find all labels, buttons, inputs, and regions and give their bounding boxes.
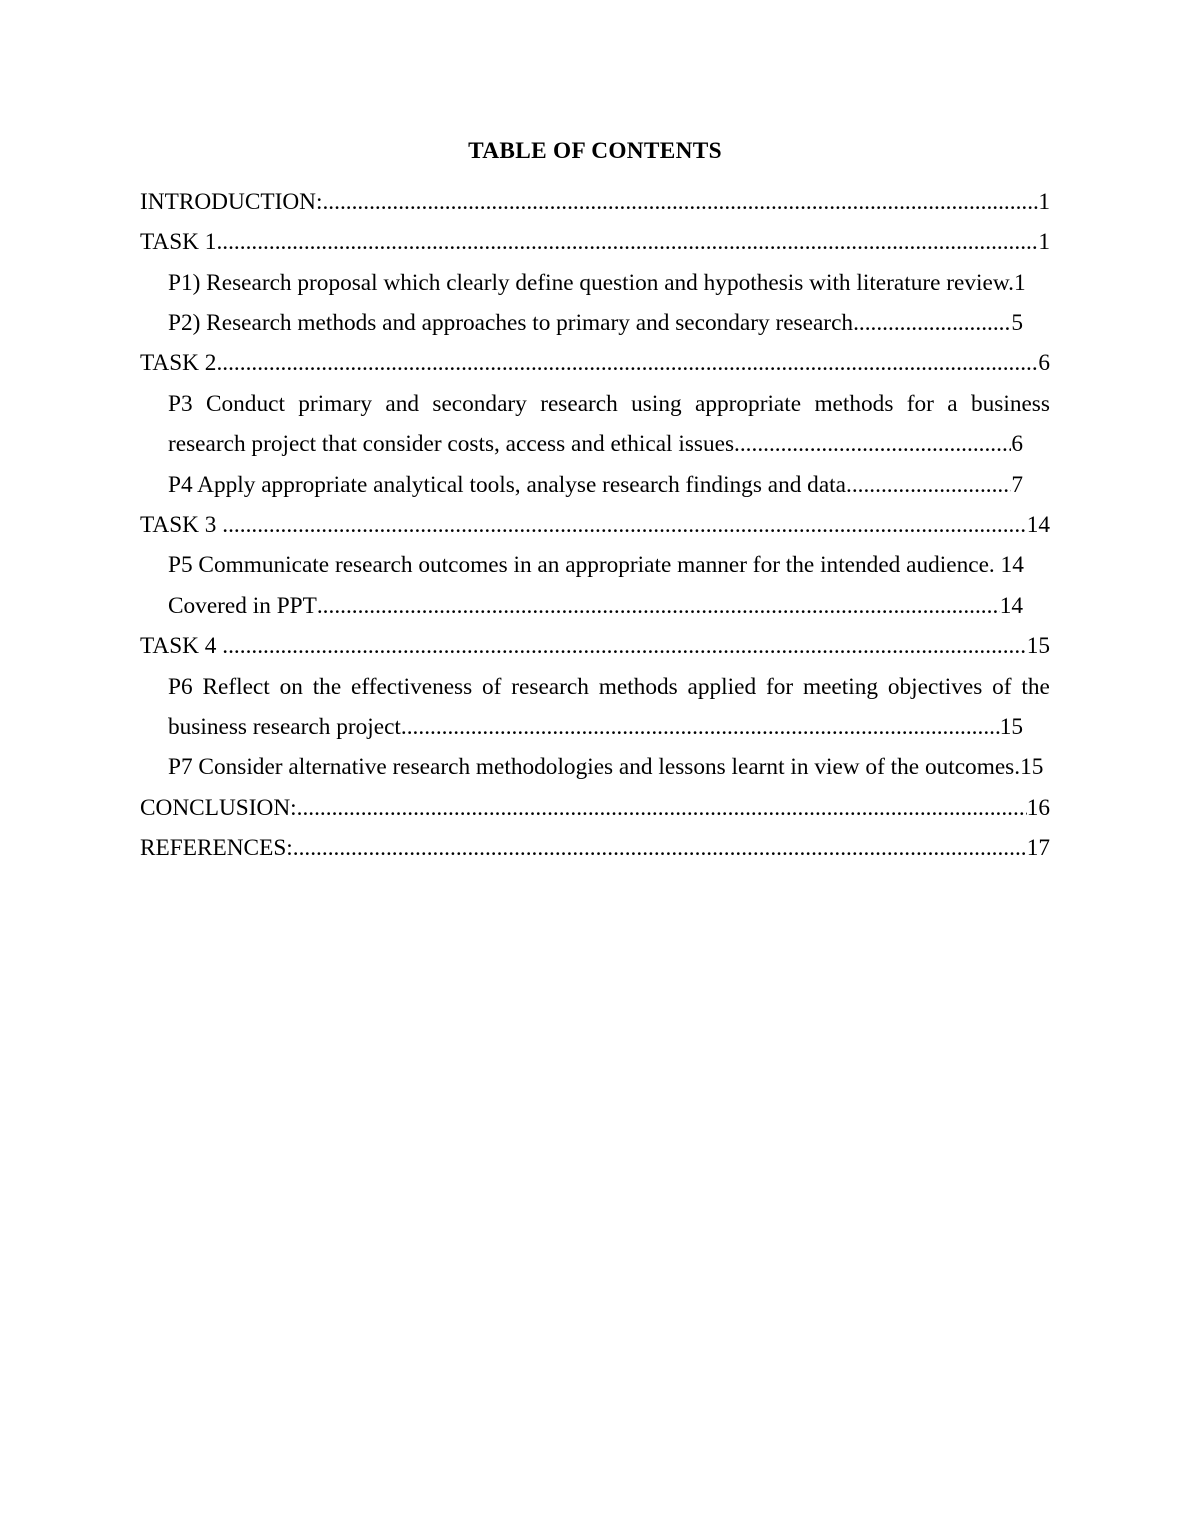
toc-entry-text-word: objectives: [887, 673, 983, 700]
toc-page-number: 14: [1026, 512, 1050, 539]
dot-leader: [734, 424, 1011, 464]
toc-entry-text-word: the: [312, 673, 342, 700]
toc-line: [168, 667, 1050, 707]
toc-entry-text-word: for: [906, 390, 934, 417]
toc-entry-text-word: a: [947, 390, 958, 417]
toc-page-number: 1: [1038, 229, 1050, 256]
dot-leader: [401, 707, 1000, 747]
toc-entry-text: CONCLUSION:: [140, 794, 297, 821]
toc-entry-text-word: of: [992, 673, 1012, 700]
page-title: TABLE OF CONTENTS: [468, 138, 722, 164]
toc-page-number: 5: [1011, 310, 1023, 337]
dot-leader: [222, 505, 1026, 545]
toc-entry-text: P2) Research methods and approaches to primary and secondary research: [168, 310, 854, 337]
dot-leader: [222, 626, 1026, 666]
toc-entry-text-word: P3: [168, 390, 193, 417]
dot-leader: [293, 828, 1027, 868]
toc-entry-text-word: Conduct: [205, 390, 285, 417]
dot-leader: [846, 465, 1011, 505]
dot-leader: [853, 303, 1011, 343]
toc-page-number: 16: [1026, 794, 1050, 821]
toc-entry-text: REFERENCES:: [140, 835, 293, 862]
toc-line: [140, 343, 1050, 383]
toc-line: [140, 222, 1050, 262]
toc-entry-text: TASK 2: [140, 350, 217, 377]
toc-line: [168, 586, 1023, 626]
toc-entry-text: INTRODUCTION:: [140, 188, 323, 215]
toc-line: [168, 465, 1023, 505]
toc-line: [168, 303, 1023, 343]
toc-entry-text: business research project: [168, 713, 401, 740]
toc-entry-text-word: of: [482, 673, 502, 700]
toc-page-number: 6: [1038, 350, 1050, 377]
toc-line: [140, 182, 1050, 222]
dot-leader: [216, 343, 1038, 383]
toc-entry-text: P1) Research proposal which clearly define question and hypothesis with literature review.: [168, 269, 1014, 296]
toc-entry-text: TASK 1: [140, 229, 217, 256]
dot-leader: [297, 788, 1027, 828]
toc-entry-text-word: and: [385, 390, 420, 417]
toc-entry-text-word: primary: [298, 390, 373, 417]
toc-entry-text-word: methods: [814, 390, 894, 417]
toc-entry-text-word: on: [279, 673, 303, 700]
toc-page-number: 14: [999, 592, 1023, 619]
table-of-contents: [140, 182, 1050, 869]
toc-page-number: 15: [999, 713, 1023, 740]
toc-page-number: 15: [1026, 633, 1050, 660]
toc-entry-text-word: appropriate: [695, 390, 802, 417]
toc-entry-text-word: research: [511, 673, 589, 700]
toc-entry-text-word: using: [631, 390, 682, 417]
toc-line: [168, 384, 1050, 424]
toc-entry-text-word: meeting: [802, 673, 879, 700]
toc-entry-text: research project that consider costs, access and ethical issues: [168, 431, 735, 458]
toc-line: [140, 828, 1050, 868]
toc-entry-text: P7 Consider alternative research methodologies and lessons learnt in view of the outcomes.: [168, 754, 1021, 781]
toc-line: [140, 626, 1050, 666]
toc-entry-text-word: for: [765, 673, 794, 700]
toc-page-number: 1: [1038, 188, 1050, 215]
dot-leader: [216, 222, 1038, 262]
toc-entry-text-word: P6: [168, 673, 193, 700]
toc-entry-text-word: research: [540, 390, 618, 417]
toc-page-number: 17: [1026, 835, 1050, 862]
toc-entry-text-word: secondary: [432, 390, 527, 417]
toc-entry-text-word: business: [970, 390, 1050, 417]
toc-line: [168, 263, 1050, 303]
toc-entry-text-word: methods: [598, 673, 678, 700]
toc-line: [168, 424, 1023, 464]
toc-line: [168, 707, 1023, 747]
toc-entry-text: Covered in PPT: [168, 592, 317, 619]
toc-line: [168, 545, 1050, 585]
toc-line: [140, 505, 1050, 545]
toc-line: [140, 788, 1050, 828]
toc-page-number: 15: [1020, 754, 1044, 781]
toc-entry-text: TASK 4: [140, 633, 223, 660]
toc-entry-text: P4 Apply appropriate analytical tools, analyse research findings and data: [168, 471, 846, 498]
toc-entry-text-word: the: [1021, 673, 1050, 700]
toc-entry-text-word: effectiveness: [351, 673, 473, 700]
toc-line: [168, 747, 1050, 787]
toc-page-number: 1: [1013, 269, 1026, 296]
toc-entry-text-word: applied: [687, 673, 757, 700]
toc-entry-text: P5 Communicate research outcomes in an appropriate manner for the intended audience.: [168, 552, 995, 579]
dot-leader: [317, 586, 1000, 626]
toc-entry-text-word: Reflect: [202, 673, 270, 700]
dot-leader: [322, 182, 1038, 222]
toc-entry-text: TASK 3: [140, 512, 223, 539]
toc-page-number: 7: [1011, 471, 1023, 498]
toc-page-number: 14: [994, 552, 1024, 579]
toc-page-number: 6: [1011, 431, 1023, 458]
